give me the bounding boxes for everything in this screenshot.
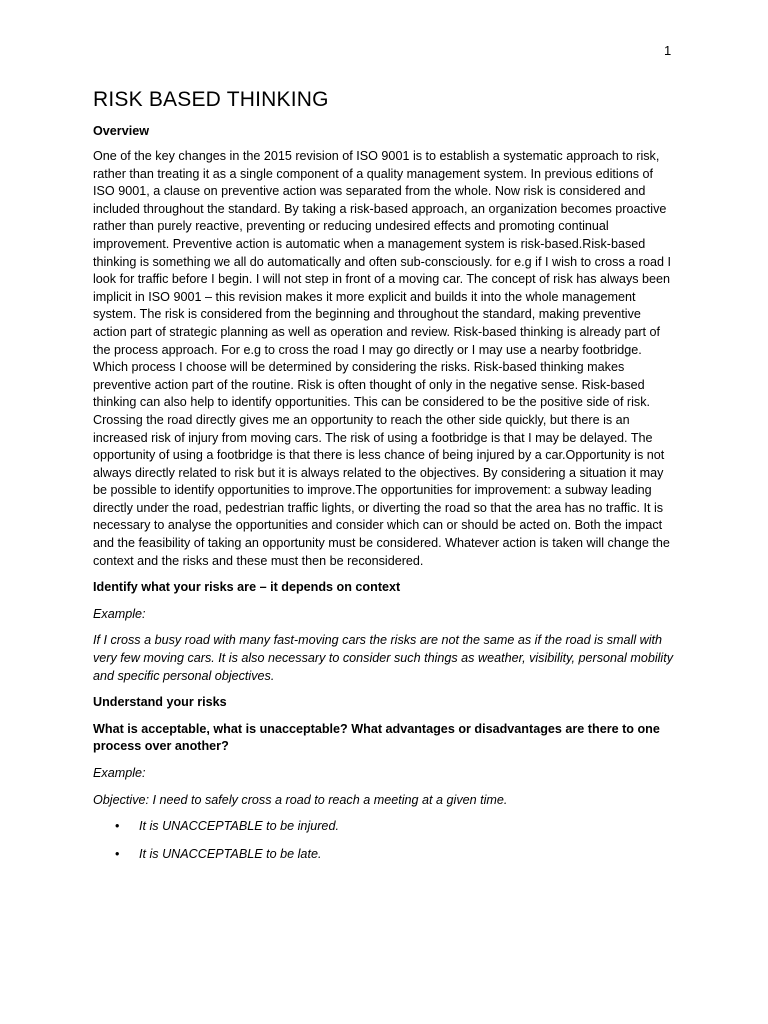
document-body	[93, 88, 675, 874]
list-item: • It is UNACCEPTABLE to be injured.	[93, 818, 675, 835]
page-number: 1	[664, 43, 672, 58]
section-heading-identify-risks: Identify what your risks are – it depends on context	[93, 580, 401, 595]
example-label: Example:	[93, 606, 146, 621]
overview-heading: Overview	[93, 124, 150, 138]
objective-paragraph: Objective: I need to safely cross a road to reach a meeting at a given time.	[93, 792, 508, 807]
example-label-2: Example:	[93, 766, 146, 780]
list-item: • It is UNACCEPTABLE to be late.	[93, 846, 675, 863]
bullet-list	[93, 818, 675, 863]
document-title: RISK BASED THINKING	[93, 88, 329, 111]
section-heading-understand-risks: Understand your risks	[93, 695, 227, 710]
overview-paragraph: One of the key changes in the 2015 revision of ISO 9001 is to establish a systematic approach to risk, rather than treating it as a single component of a quality management system. In previous editions of ISO 9001, a clause on preventive action was separated from the whole. Now risk is considered and included throughout the standard. By taking a risk-based approach, an organization becomes proactive rather than purely reactive, preventing or reducing undesired effects and promoting continual improvement. Preventive action is automatic when a management system is risk-based.Risk-based thinking is something we all do automatically and often sub-consciously. for e.g if I wish to cross a road I look for traffic before I begin. I will not step in front of a moving car. The concept of risk has always been implicit in ISO 9001 – this revision makes it more explicit and builds it into the whole management system. The risk is considered from the beginning and throughout the standard, making preventive action part of strategic planning as well as operation and review. Risk-based thinking is already part of the process approach. For e.g to cross the road I may go directly or I may use a nearby footbridge. Which process I choose will be determined by considering the risks. Risk-based thinking makes preventive action part of the routine. Risk is often thought of only in the negative sense. Risk-based thinking can also help to identify opportunities. This can be considered to be the positive side of risk. Crossing the road directly gives me an opportunity to reach the other side quickly, but there is an increased risk of injury from moving cars. The risk of using a footbridge is that I may be delayed. The opportunity of using a footbridge is that there is less chance of being injured by a car.Opportunity is not always directly related to risk but it is always related to the objectives. By considering a situation it may be possible to identify opportunities to improve.The opportunities for improvement: a subway leading directly under the road, pedestrian traffic lights, or diverting the road so that the area has no traffic. It is necessary to analyse the opportunities and consider which can or should be acted on. Both the impact and the feasibility of taking an opportunity must be considered. Whatever action is taken will change the context and the risks and these must then be reconsidered.	[93, 149, 671, 568]
question-paragraph: What is acceptable, what is unacceptable? What advantages or disadvantages are there to one process over another?	[93, 721, 660, 754]
example-paragraph: If I cross a busy road with many fast-moving cars the risks are not the same as if the road is small with very few moving cars. It is also necessary to consider such things as weather, visibility, personal mobility and specific personal objectives.	[93, 633, 674, 683]
